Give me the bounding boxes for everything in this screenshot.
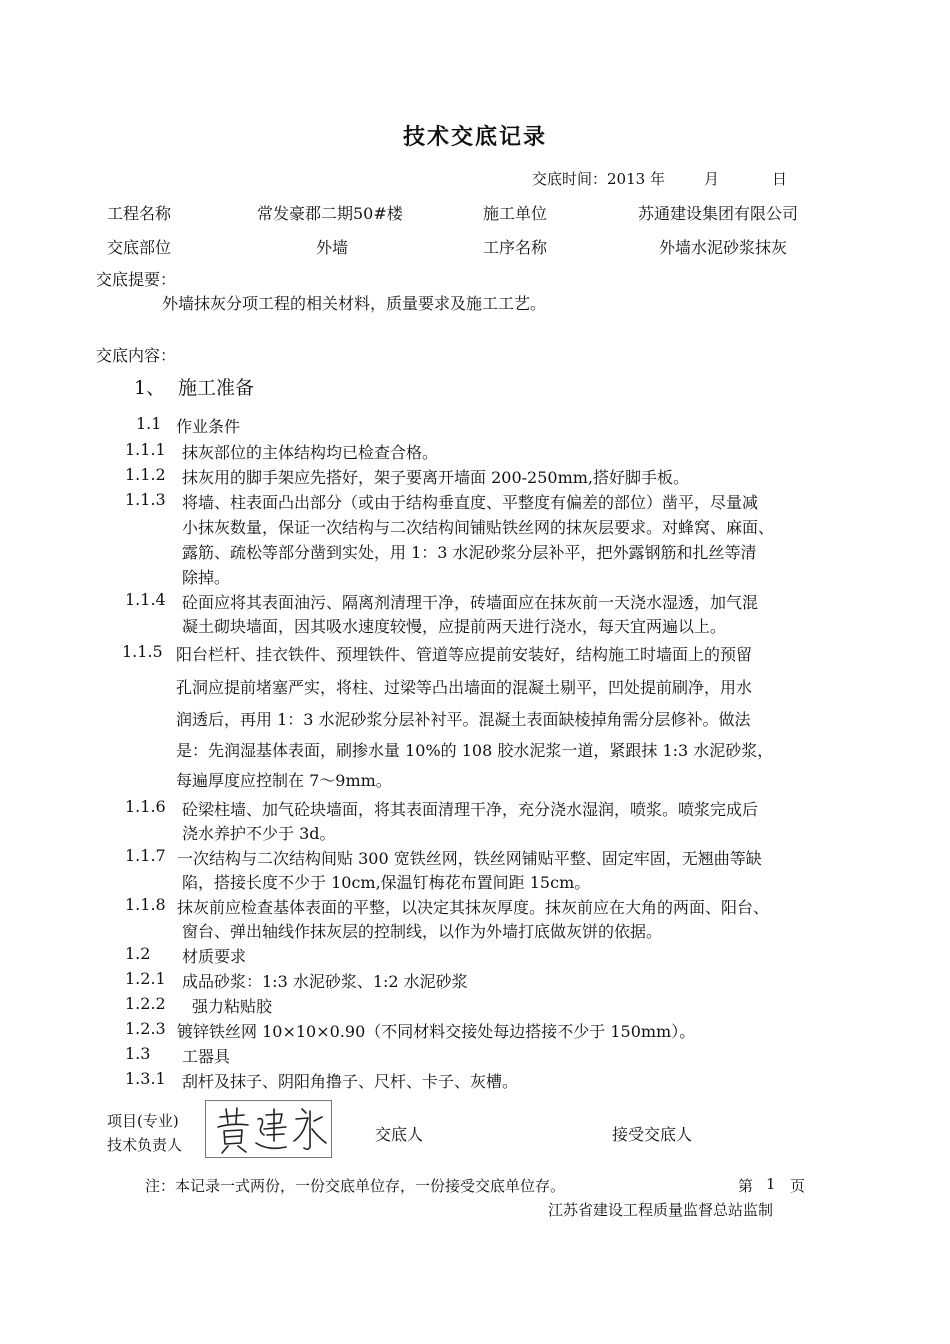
page-suffix: 页: [790, 1177, 806, 1195]
item-1-1-5-line-5: 每遍厚度应控制在 7～9mm。: [176, 771, 392, 790]
summary-label: 交底提要：: [96, 270, 177, 289]
item-1-2-2-number: 1.2.2: [125, 994, 166, 1013]
tech-lead-label-line-1: 项目(专业): [107, 1112, 179, 1130]
s1-3-title: 工器具: [182, 1047, 231, 1066]
summary-text: 外墙抹灰分项工程的相关材料，质量要求及施工工艺。: [162, 294, 547, 313]
page-number: 1: [766, 1175, 776, 1193]
item-1-1-5-line-2: 孔洞应提前堵塞严实，将柱、过梁等凸出墙面的混凝土剔平，凹处提前刷净，用水: [176, 678, 753, 697]
item-1-1-1-text: 抹灰部位的主体结构均已检查合格。: [182, 443, 439, 462]
contractor-label: 施工单位: [483, 204, 548, 223]
issuer: 江苏省建设工程质量监督总站监制: [548, 1201, 774, 1219]
item-1-1-4-line-2: 凝土砌块墙面，因其吸水速度较慢，应提前两天进行浇水，每天宜两遍以上。: [182, 617, 727, 636]
item-1-1-5-line-4: 是：先润湿基体表面，刷掺水量 10%的 108 胶水泥浆一道，紧跟抹 1:3 水泥砂浆，: [176, 741, 774, 760]
item-1-1-2-number: 1.1.2: [125, 465, 166, 484]
item-1-1-3-line-3: 露筋、疏松等部分凿到实处，用 1：3 水泥砂浆分层补平，把外露钢筋和扎丝等清: [182, 543, 757, 562]
item-1-1-5-number: 1.1.5: [122, 642, 163, 661]
date-day: 日: [772, 170, 788, 188]
page-prefix: 第: [738, 1177, 754, 1195]
project-name-value: 常发豪郡二期50#楼: [257, 204, 403, 223]
item-1-1-5-line-1: 阳台栏杆、挂衣铁件、预埋铁件、管道等应提前安装好，结构施工时墙面上的预留: [176, 645, 753, 664]
section-1-title: 施工准备: [178, 377, 255, 399]
item-1-1-6-line-1: 砼梁柱墙、加气砼块墙面，将其表面清理干净，充分浇水湿润，喷浆。喷浆完成后: [182, 800, 759, 819]
item-1-1-8-line-2: 窗台、弹出轴线作抹灰层的控制线，以作为外墙打底做灰饼的依据。: [182, 922, 663, 941]
item-1-1-4-number: 1.1.4: [125, 590, 166, 609]
s1-2-number: 1.2: [125, 944, 151, 963]
presenter-label: 交底人: [375, 1125, 424, 1144]
item-1-1-8-number: 1.1.8: [125, 895, 166, 914]
item-1-1-3-line-4: 除掉。: [182, 568, 231, 587]
item-1-2-3-text: 镀锌铁丝网 10×10×0.90（不同材料交接处每边搭接不少于 150mm）。: [177, 1022, 696, 1041]
content-label: 交底内容：: [96, 346, 177, 365]
item-1-1-2-text: 抹灰用的脚手架应先搭好，架子要离开墙面 200-250mm,搭好脚手板。: [182, 468, 690, 487]
handwritten-signature-icon: [206, 1101, 331, 1157]
item-1-1-6-number: 1.1.6: [125, 797, 166, 816]
location-value: 外墙: [316, 238, 349, 257]
footer-note: 注：本记录一式两份，一份交底单位存，一份接受交底单位存。: [145, 1177, 566, 1195]
section-1-number: 1、: [134, 377, 166, 399]
item-1-2-1-text: 成品砂浆：1:3 水泥砂浆、1:2 水泥砂浆: [182, 972, 468, 991]
item-1-1-6-line-2: 浇水养护不少于 3d。: [182, 824, 336, 843]
item-1-1-3-number: 1.1.3: [125, 490, 166, 509]
s1-1-number: 1.1: [136, 414, 162, 433]
receiver-label: 接受交底人: [612, 1125, 693, 1144]
item-1-1-3-line-1: 将墙、柱表面凸出部分（或由于结构垂直度、平整度有偏差的部位）凿平，尽量减: [182, 493, 759, 512]
s1-3-number: 1.3: [125, 1044, 151, 1063]
item-1-3-1-text: 刮杆及抹子、阴阳角撸子、尺杆、卡子、灰槽。: [182, 1072, 519, 1091]
signature-box: [205, 1100, 332, 1158]
process-value: 外墙水泥砂浆抹灰: [659, 238, 788, 257]
project-name-label: 工程名称: [107, 204, 172, 223]
s1-1-title: 作业条件: [176, 417, 241, 436]
item-1-1-7-line-2: 陷，搭接长度不少于 10cm,保温钉梅花布置间距 15cm。: [182, 873, 591, 892]
item-1-1-4-line-1: 砼面应将其表面油污、隔离剂清理干净，砖墙面应在抹灰前一天浇水湿透，加气混: [182, 593, 759, 612]
date-month: 月: [704, 170, 720, 188]
contractor-value: 苏通建设集团有限公司: [638, 204, 799, 223]
date-label: 交底时间：2013 年: [532, 170, 665, 188]
item-1-1-7-line-1: 一次结构与二次结构间贴 300 宽铁丝网，铁丝网铺贴平整、固定牢固，无翘曲等缺: [177, 849, 762, 868]
location-label: 交底部位: [107, 238, 172, 257]
item-1-1-3-line-2: 小抹灰数量，保证一次结构与二次结构间铺贴铁丝网的抹灰层要求。对蜂窝、麻面、: [182, 518, 775, 537]
s1-2-title: 材质要求: [182, 947, 247, 966]
item-1-2-2-text: 强力粘贴胶: [192, 997, 273, 1016]
item-1-1-7-number: 1.1.7: [125, 846, 166, 865]
item-1-1-1-number: 1.1.1: [125, 440, 166, 459]
page-title: 技术交底记录: [402, 125, 547, 150]
item-1-2-3-number: 1.2.3: [125, 1019, 166, 1038]
item-1-3-1-number: 1.3.1: [125, 1069, 166, 1088]
item-1-1-5-line-3: 润透后，再用 1：3 水泥砂浆分层补衬平。混凝土表面缺棱掉角需分层修补。做法: [176, 710, 751, 729]
process-label: 工序名称: [483, 238, 548, 257]
item-1-2-1-number: 1.2.1: [125, 969, 166, 988]
item-1-1-8-line-1: 抹灰前应检查基体表面的平整，以决定其抹灰厚度。抹灰前应在大角的两面、阳台、: [177, 898, 770, 917]
tech-lead-label-line-2: 技术负责人: [107, 1136, 183, 1154]
